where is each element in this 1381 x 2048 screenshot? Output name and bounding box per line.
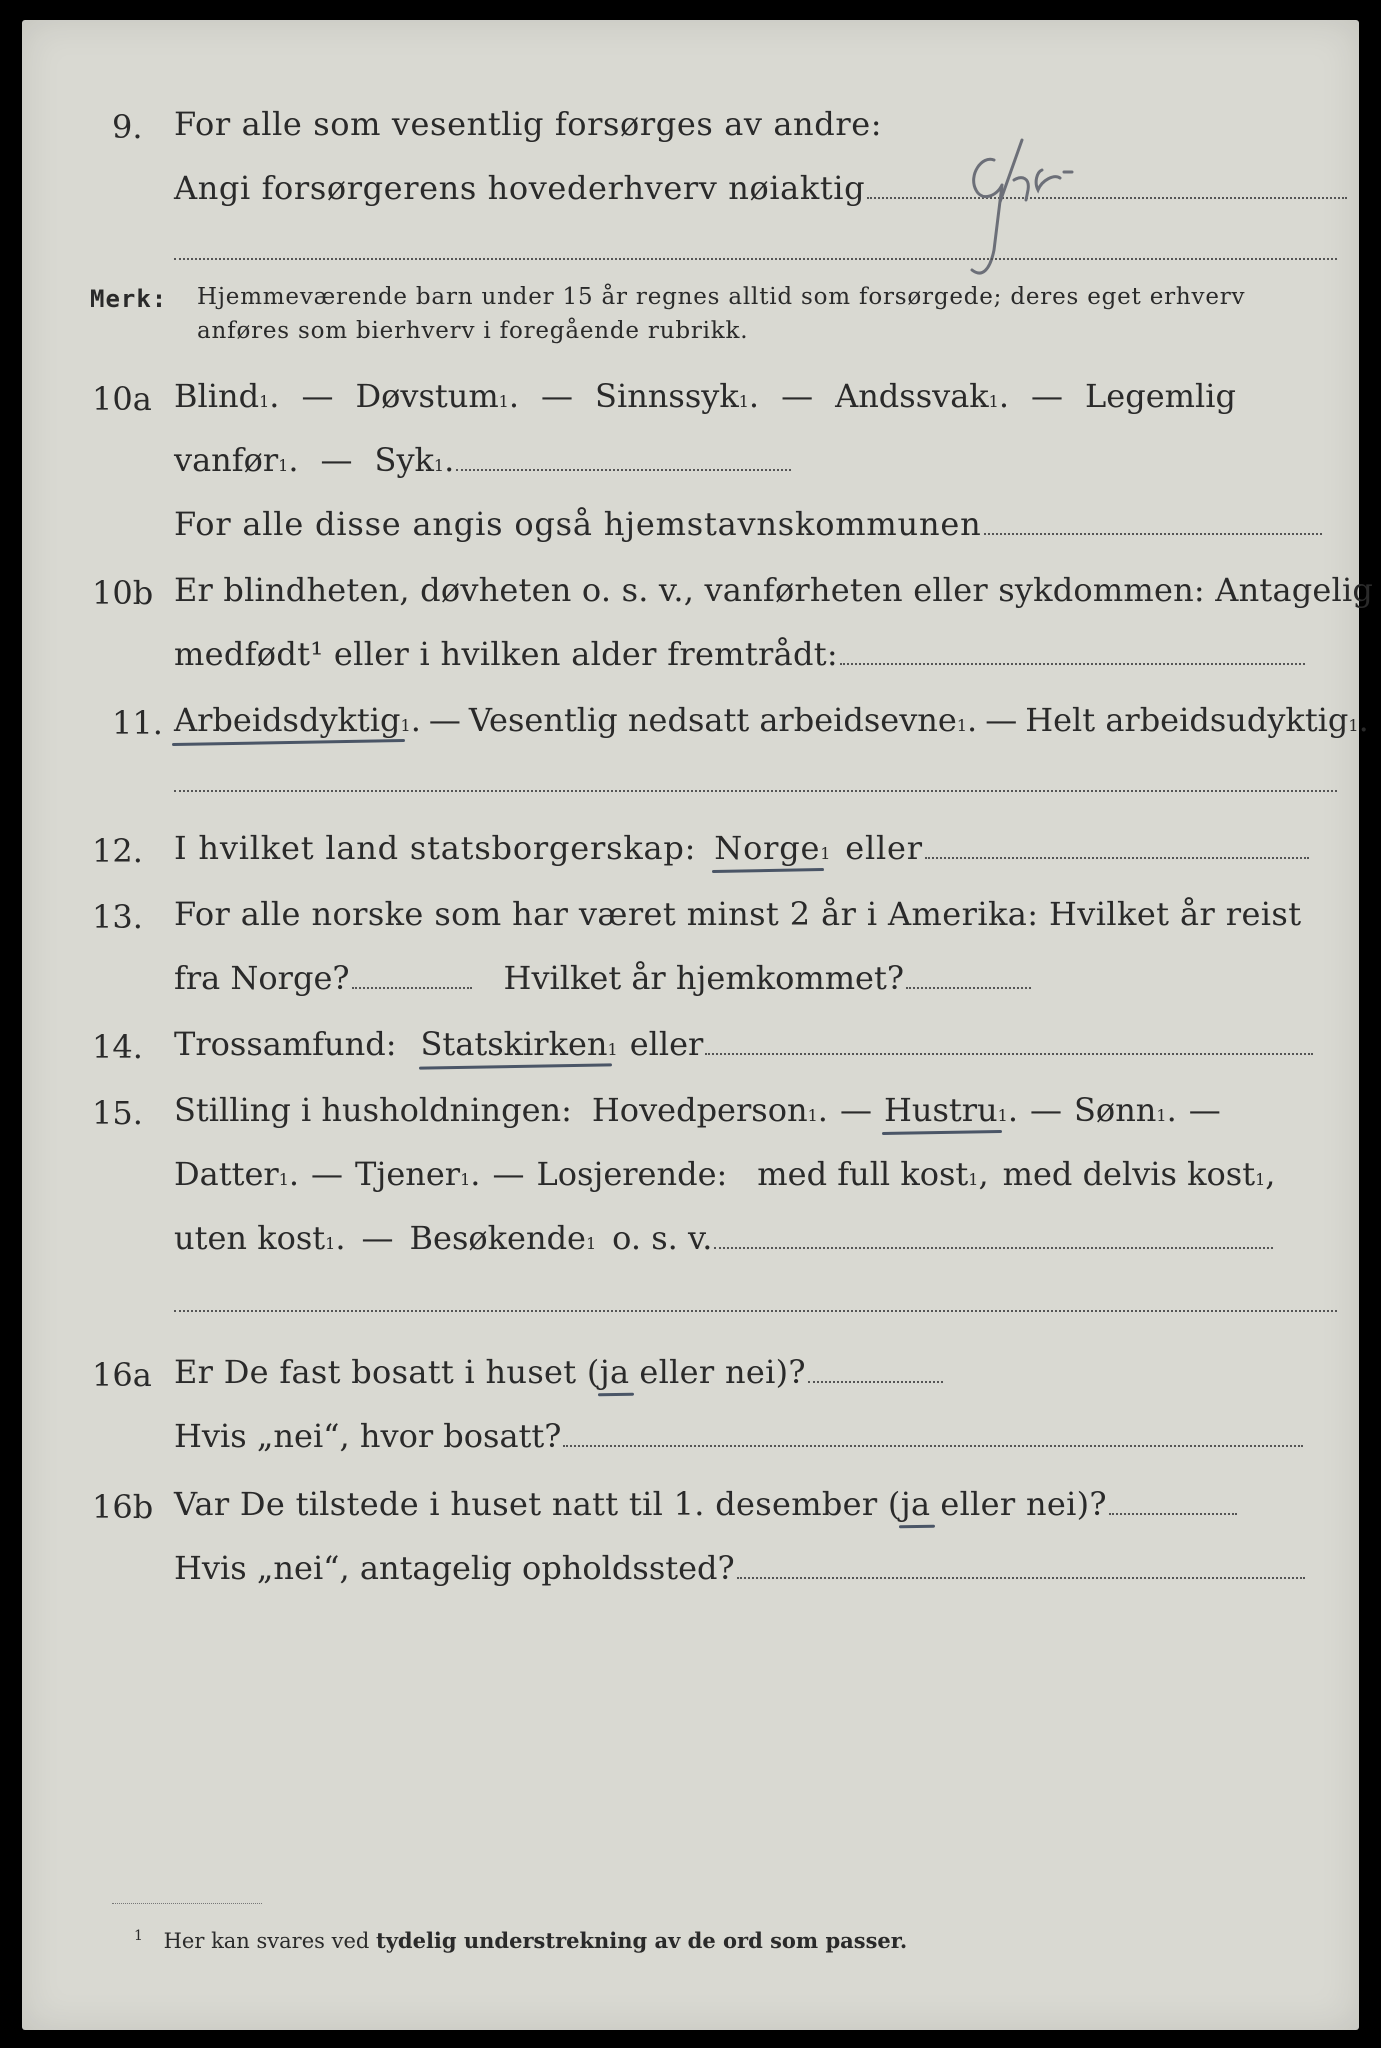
opt-statskirken[interactable]: Statskirken: [420, 1025, 608, 1063]
q16b-text-b: eller nei)?: [940, 1485, 1107, 1523]
q9-line2-row: [174, 169, 1347, 207]
footnote-mark: 1: [134, 1928, 143, 1944]
q15-number: 15.: [92, 1094, 143, 1132]
q16a-text-a: Er De fast bosatt i huset (: [174, 1353, 600, 1391]
q16b-opholdssted-field[interactable]: [737, 1575, 1305, 1579]
q9-line1: For alle som vesentlig forsørges av andre:: [174, 105, 883, 143]
opt-med-delvis-kost[interactable]: med delvis kost: [1002, 1155, 1256, 1193]
q15-line3: uten kost 1 . — Besøkende 1 o. s. v.: [174, 1222, 1273, 1254]
q16a-field[interactable]: [808, 1379, 943, 1383]
merk-label: Merk:: [90, 285, 168, 313]
q11-number: 11.: [112, 704, 163, 742]
q15-osv: o. s. v.: [612, 1219, 713, 1257]
opt-16a-ja[interactable]: ja: [599, 1353, 630, 1391]
q15-line1: Stilling i husholdningen: Hovedperson 1 . — Hustru 1 . — Sønn 1 . —: [174, 1091, 1221, 1129]
q10b-field[interactable]: [840, 661, 1305, 665]
footnote-rule: [112, 1903, 262, 1904]
q10a-line1: Blind 1 . — Døvstum 1 . — Sinnssyk 1 . — Andssvak 1 . — Legemlig: [174, 377, 1236, 415]
q9-number: 9.: [112, 108, 143, 146]
q16a-line1: [174, 1353, 943, 1391]
q14-text: Trossamfund:: [174, 1025, 397, 1063]
opt-hovedperson[interactable]: Hovedperson: [591, 1091, 808, 1129]
opt-besokende[interactable]: Besøkende: [409, 1219, 586, 1257]
opt-syk[interactable]: Syk: [374, 441, 434, 479]
q13-line2: [174, 959, 1031, 997]
q14-eller: eller: [629, 1025, 704, 1063]
opt-vesentlig-nedsatt[interactable]: Vesentlig nedsatt arbeidsevne: [468, 701, 957, 739]
q13-hjemkommet-label: Hvilket år hjemkommet?: [503, 959, 904, 997]
opt-blind[interactable]: Blind: [174, 377, 260, 415]
opt-legemlig[interactable]: Legemlig: [1085, 377, 1236, 415]
q10a-line3-row: [174, 505, 1322, 543]
q9-extra-line[interactable]: [174, 258, 1337, 260]
q12-number: 12.: [92, 832, 143, 870]
census-form-page: [22, 20, 1374, 2030]
q10b-line2-row: [174, 635, 1305, 673]
q15-field[interactable]: [714, 1245, 1273, 1249]
merk-line2: anføres som bierhverv i foregående rubrikk.: [197, 318, 749, 344]
q16b-number: 16b: [92, 1488, 154, 1526]
q14-number: 14.: [92, 1028, 143, 1066]
q10a-number: 10a: [92, 380, 152, 418]
q16a-hvis-nei: Hvis „nei“, hvor bosatt?: [174, 1417, 562, 1455]
opt-datter[interactable]: Datter: [174, 1155, 279, 1193]
q10b-number: 10b: [92, 574, 154, 612]
opt-uten-kost[interactable]: uten kost: [174, 1219, 326, 1257]
q14-line: Trossamfund: Statskirken 1 eller: [174, 1028, 1313, 1060]
q10a-hjemstavn-field[interactable]: [984, 531, 1322, 535]
opt-med-full-kost[interactable]: med full kost: [757, 1155, 969, 1193]
q11-extra-line[interactable]: [174, 790, 1337, 792]
opt-16b-ja[interactable]: ja: [900, 1485, 931, 1523]
q13-reist-field[interactable]: [352, 985, 472, 989]
q16a-bosatt-field[interactable]: [563, 1443, 1303, 1447]
q15-line2: Datter 1 . — Tjener 1 . — Losjerende: med full kost 1 , med delvis kost 1 ,: [174, 1155, 1276, 1193]
q12-eller: eller: [845, 829, 923, 867]
q10b-line2: medfødt¹ eller i hvilken alder fremtrådt:: [174, 635, 838, 673]
q13-reist-label: fra Norge?: [174, 959, 350, 997]
opt-dovstum[interactable]: Døvstum: [355, 377, 499, 415]
q13-number: 13.: [92, 898, 143, 936]
q12-line: I hvilket land statsborgerskap: Norge 1 eller: [174, 832, 1309, 864]
footnote: [134, 1928, 907, 1953]
footnote-text: Her kan svares ved: [163, 1929, 376, 1953]
q10b-line1: Er blindheten, døvheten o. s. v., vanførheten eller sykdommen: Antagelig: [174, 571, 1374, 609]
q15-text: Stilling i husholdningen:: [174, 1091, 572, 1129]
opt-sonn[interactable]: Sønn: [1074, 1091, 1157, 1129]
q10a-syk-field[interactable]: [456, 467, 791, 471]
merk-line1: Hjemmeværende barn under 15 år regnes alltid som forsørgede; deres eget erhverv: [197, 284, 1246, 310]
q9-handwritten-answer: [942, 120, 1112, 290]
q16a-text-b: eller nei)?: [639, 1353, 806, 1391]
q16a-line2: [174, 1417, 1303, 1455]
q16b-hvis-nei: Hvis „nei“, antagelig opholdssted?: [174, 1549, 735, 1587]
opt-helt-arbeidsudyktig[interactable]: Helt arbeidsudyktig: [1025, 701, 1349, 739]
opt-vanfor[interactable]: vanfør: [174, 441, 279, 479]
q16a-number: 16a: [92, 1356, 152, 1394]
opt-tjener[interactable]: Tjener: [355, 1155, 461, 1193]
q12-field[interactable]: [925, 855, 1309, 859]
q15-losjerende: Losjerende:: [536, 1155, 728, 1193]
opt-andssvak[interactable]: Andssvak: [835, 377, 989, 415]
opt-sinnssyk[interactable]: Sinnssyk: [595, 377, 739, 415]
opt-arbeidsdyktig[interactable]: Arbeidsdyktig: [174, 701, 401, 739]
q15-extra-line[interactable]: [174, 1310, 1337, 1312]
opt-norge[interactable]: Norge: [714, 829, 821, 867]
q10a-line3: For alle disse angis også hjemstavnskommunen: [174, 505, 982, 543]
opt-hustru[interactable]: Hustru: [883, 1091, 998, 1129]
q12-text: I hvilket land statsborgerskap:: [174, 829, 697, 867]
q11-line: Arbeidsdyktig 1 . — Vesentlig nedsatt arbeidsevne 1 . — Helt arbeidsudyktig 1 .: [174, 701, 1369, 739]
q16b-text-a: Var De tilstede i huset natt til 1. desember (: [174, 1485, 901, 1523]
footnote-bold: tydelig understrekning av de ord som passer.: [376, 1928, 908, 1953]
q16b-field[interactable]: [1109, 1511, 1237, 1515]
q16b-line1: [174, 1485, 1237, 1523]
q16b-line2: [174, 1549, 1305, 1587]
q10a-line2: vanfør 1 . — Syk 1 .: [174, 444, 791, 476]
q14-field[interactable]: [705, 1051, 1313, 1055]
q13-line1: For alle norske som har været minst 2 år i Amerika: Hvilket år reist: [174, 895, 1302, 933]
q13-hjemkommet-field[interactable]: [906, 985, 1031, 989]
q9-line2: Angi forsørgerens hovederhverv nøiaktig: [174, 169, 866, 207]
